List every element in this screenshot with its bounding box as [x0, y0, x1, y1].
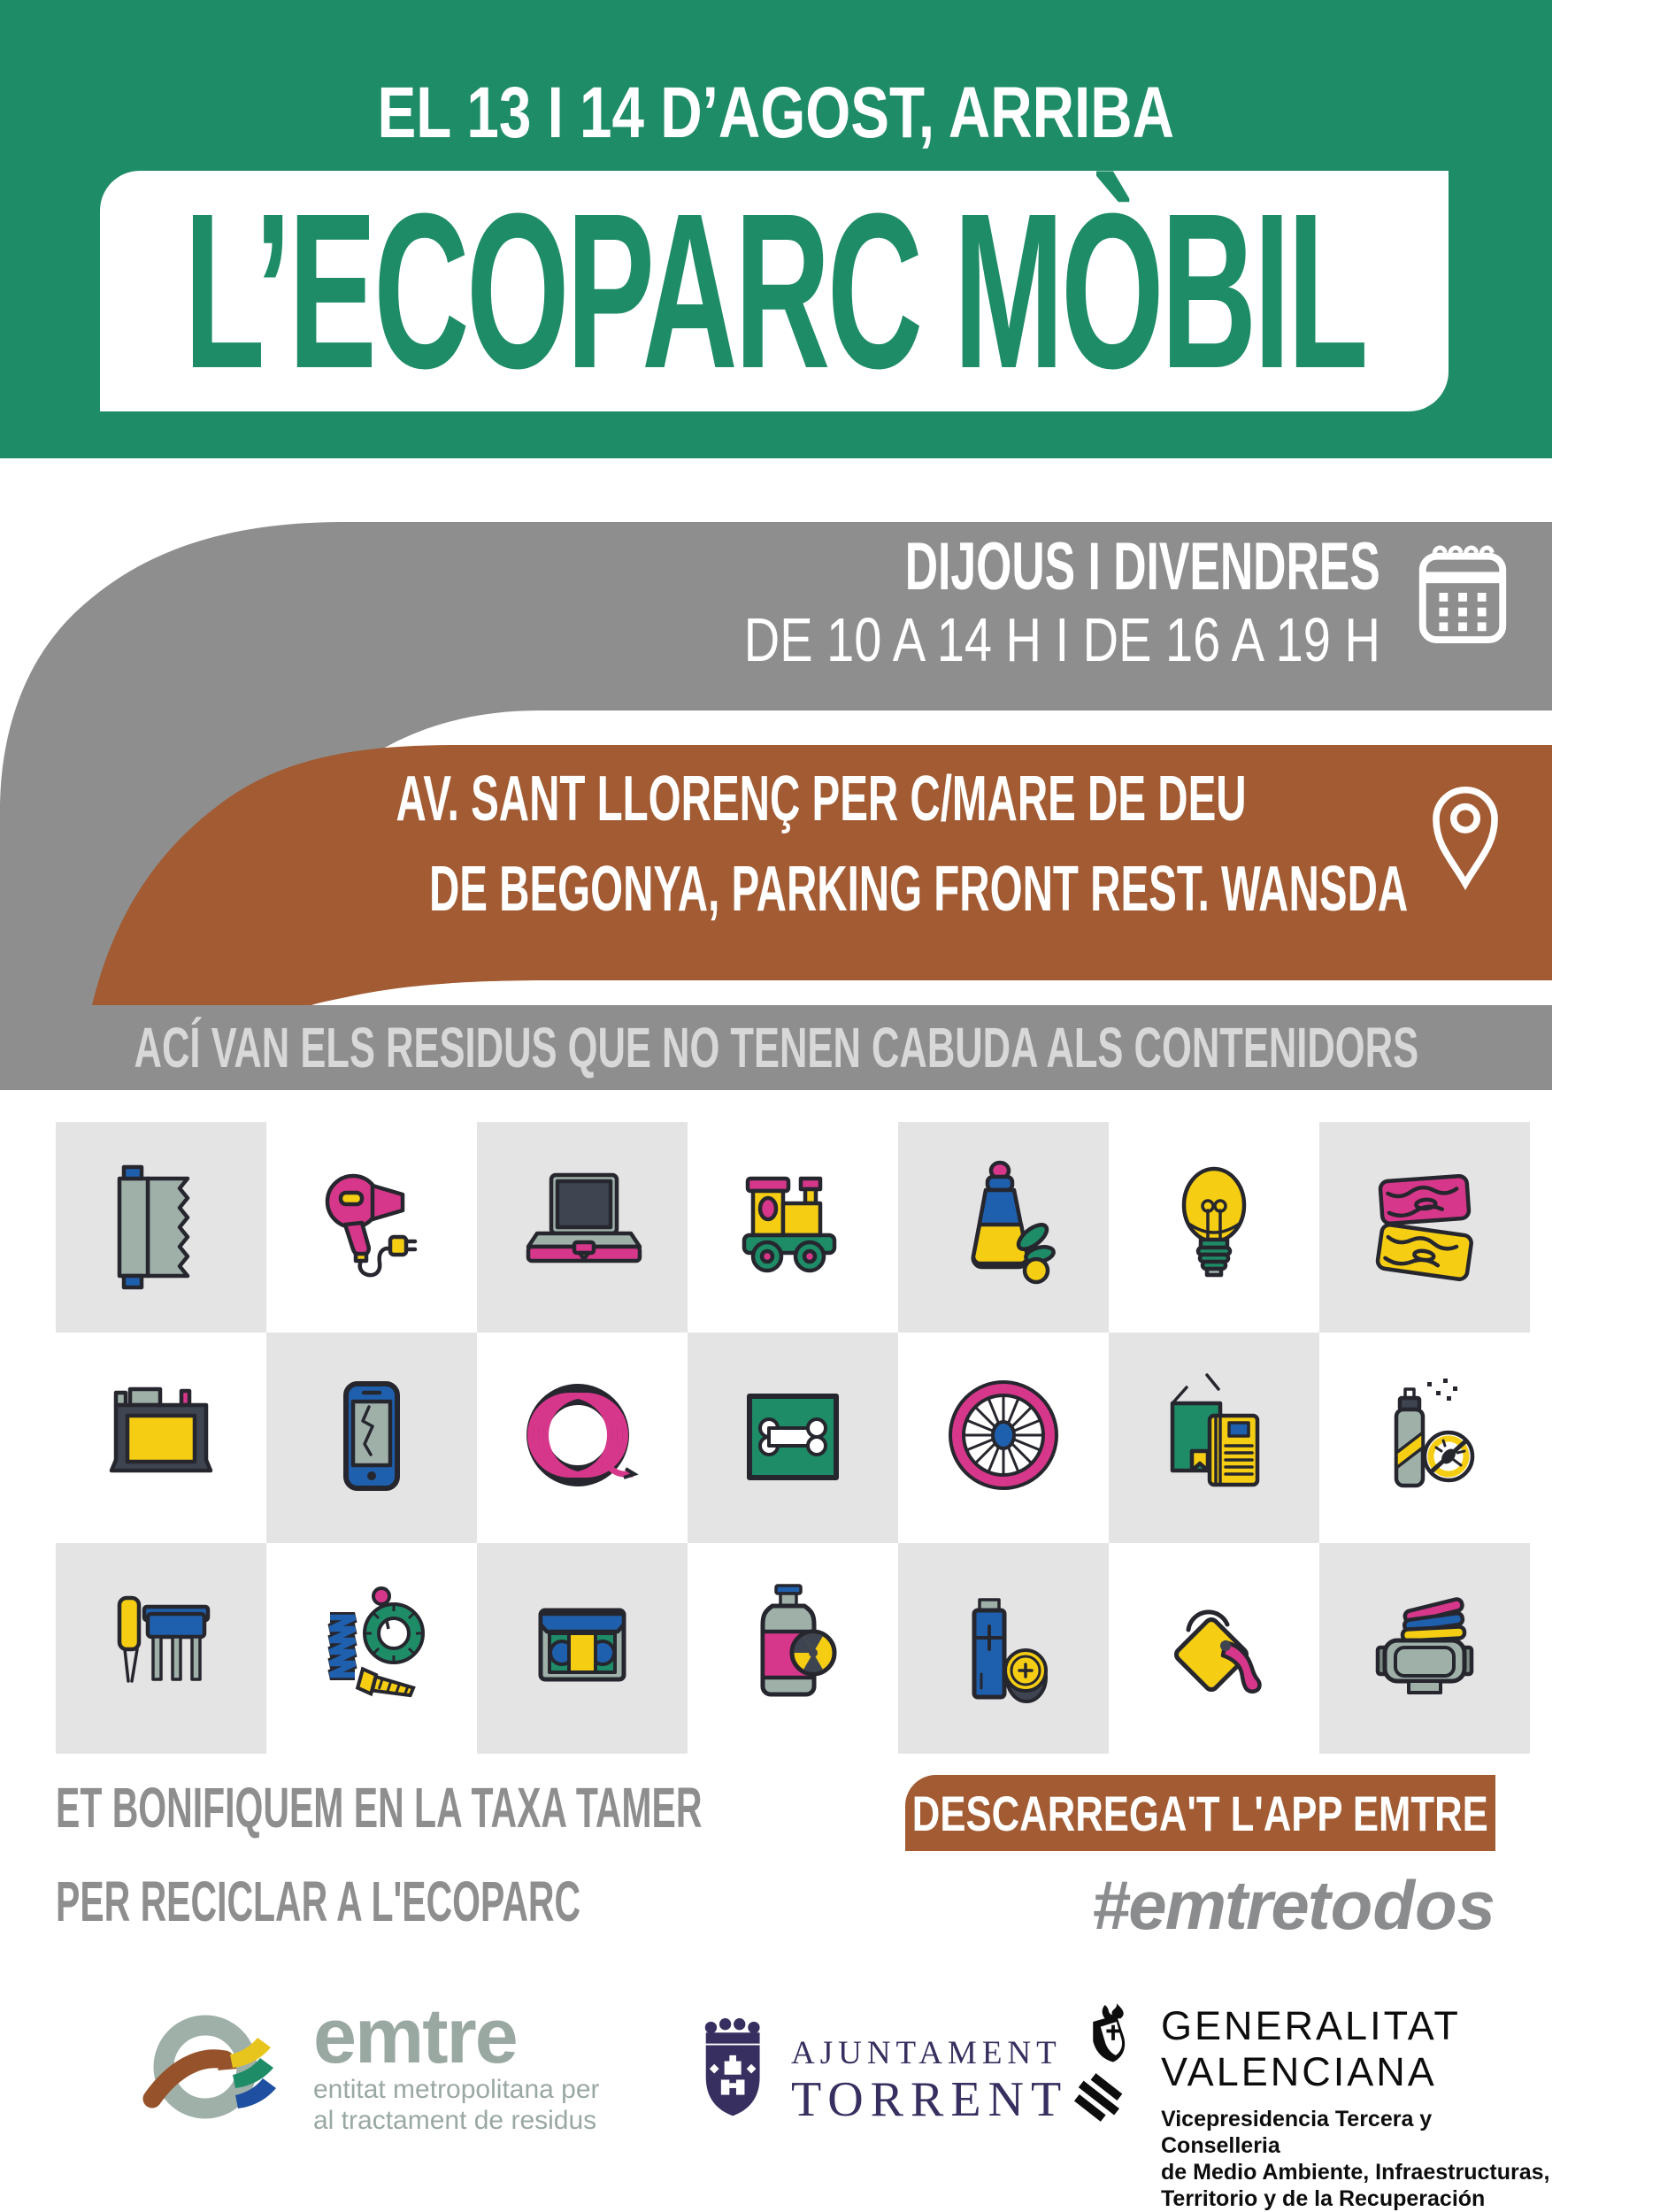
schedule-days: DIJOUS I DIVENDRES	[904, 529, 1380, 604]
hashtag	[796, 1865, 1495, 1946]
location-line2: DE BEGONYA, PARKING FRONT REST. WANSDA	[428, 854, 1409, 925]
emtre-logo-mark	[149, 2000, 290, 2134]
waste-item-carpet-roll	[56, 1122, 266, 1333]
gva-logo-line1: GENERALITAT	[1161, 2003, 1461, 2048]
title-box	[100, 167, 1449, 414]
waste-item-xray-plate	[688, 1333, 898, 1543]
torrent-logo	[697, 2019, 1068, 2125]
waste-banner	[0, 1005, 1552, 1090]
waste-item-light-bulb	[1109, 1122, 1319, 1333]
gva-logo-line2: VALENCIANA	[1161, 2049, 1437, 2094]
waste-item-cable-coil	[477, 1333, 688, 1543]
waste-item-printer	[1319, 1543, 1530, 1754]
schedule-block	[0, 529, 1380, 674]
location-pin-icon	[1419, 772, 1511, 892]
gva-dept-line1: Vicepresidencia Tercera y Conselleria	[1161, 2107, 1433, 2158]
torrent-logo-line1: AJUNTAMENT	[791, 2035, 1062, 2071]
app-download-banner	[905, 1775, 1495, 1851]
emtre-wordmark: emtre	[313, 1992, 517, 2079]
waste-item-electronic-components	[56, 1543, 266, 1754]
emtre-tagline-line2: al tractament de residus	[313, 2106, 597, 2135]
date-kicker	[0, 69, 1552, 157]
emtre-tagline-line1: entitat metropolitana per	[313, 2075, 600, 2104]
gva-dept-line2: de Medio Ambiente, Infraestructuras,	[1161, 2160, 1550, 2185]
schedule-hours: DE 10 A 14 H I DE 16 A 19 H	[743, 605, 1380, 674]
waste-item-batteries	[898, 1543, 1109, 1754]
date-kicker-text: EL 13 I 14 D’AGOST, ARRIBA	[377, 73, 1175, 153]
waste-item-wood-planks	[1319, 1122, 1530, 1333]
waste-item-bicycle-wheel	[898, 1333, 1109, 1543]
waste-item-insecticide-spray	[1319, 1333, 1530, 1543]
waste-item-paint-can	[1109, 1543, 1319, 1754]
hashtag-prefix: #emtre	[1091, 1866, 1308, 1944]
waste-item-springs-and-screws	[266, 1543, 477, 1754]
app-download-text: DESCARREGA'T L'APP EMTRE	[912, 1785, 1488, 1841]
waste-item-hair-dryer	[266, 1122, 477, 1333]
header-green-band	[0, 0, 1552, 458]
waste-banner-text: ACÍ VAN ELS RESIDUS QUE NO TENEN CABUDA ALS CONTENIDORS	[134, 1016, 1418, 1079]
tax-benefit-line1: ET BONIFIQUEM EN LA TAXA TAMER	[56, 1776, 703, 1839]
waste-item-oil-bottle	[898, 1122, 1109, 1333]
location-block	[177, 754, 1409, 934]
tax-benefit-line2: PER RECICLAR A L'ECOPARC	[56, 1870, 581, 1933]
waste-item-books	[1109, 1333, 1319, 1543]
info-bands	[0, 522, 1552, 1090]
emtre-logo	[149, 1992, 600, 2136]
calendar-icon	[1410, 533, 1515, 649]
waste-item-toy-train	[688, 1122, 898, 1333]
generalitat-valenciana-logo	[1081, 2003, 1552, 2212]
hashtag-suffix: todos	[1307, 1866, 1495, 1944]
poster-title: L’ECOPARC MÒBIL	[183, 167, 1365, 414]
torrent-logo-line2: TORRENT	[791, 2072, 1069, 2127]
waste-item-smartphone	[266, 1333, 477, 1543]
waste-item-radioactive-container	[688, 1543, 898, 1754]
location-line1: AV. SANT LLORENÇ PER C/MARE DE DEU	[396, 764, 1247, 834]
torrent-shield-icon	[697, 2019, 773, 2122]
waste-item-vhs-tape	[477, 1543, 688, 1754]
gva-dept-line3: Territorio y de la Recuperación	[1161, 2186, 1486, 2211]
waste-grid	[56, 1122, 1530, 1754]
gva-emblem-icon	[1081, 2003, 1145, 2136]
waste-item-car-battery	[56, 1333, 266, 1543]
waste-item-laptop	[477, 1122, 688, 1333]
